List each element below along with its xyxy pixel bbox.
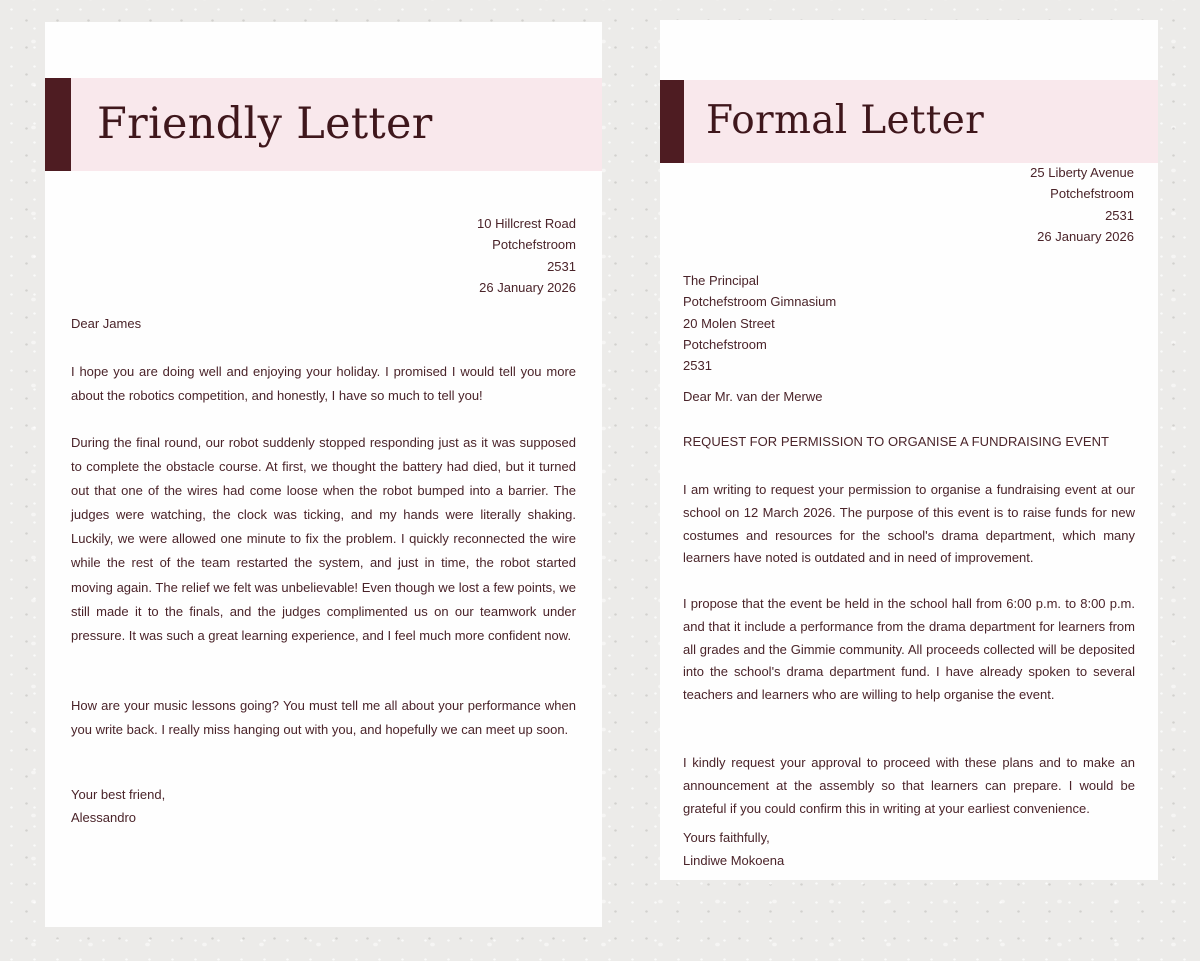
address-line: Potchefstroom <box>492 237 576 253</box>
body-paragraph: I kindly request your approval to proceed with these plans and to make an announcement at the assembly so that learners can prepare. I would be grateful if you could confirm this in writing at your earliest convenience. <box>683 755 1135 816</box>
address-line: 10 Hillcrest Road <box>477 216 576 231</box>
greeting: Dear Mr. van der Merwe <box>683 389 823 404</box>
friendly-letter-page <box>45 22 602 927</box>
closing: Yours faithfully, <box>683 830 770 845</box>
friendly-letter-heading: Friendly Letter <box>97 99 433 149</box>
signature: Alessandro <box>71 810 137 825</box>
body-paragraph: I hope you are doing well and enjoying your holiday. I promised I would tell you more about the robotics competition, and honestly, I have so much to tell you! <box>71 364 576 403</box>
letter-date: 26 January 2026 <box>1037 228 1134 244</box>
body-paragraph: During the final round, our robot suddenly stopped responding just as it was supposed to complete the obstacle course. At first, we thought the battery had died, but it turned out that one of the wires had come loose when the robot bumped into a barrier. The judges were watching, the clock was ticking, and my hands were literally shaking. Luckily, we were allowed one minute to fix the problem. I quickly reconnected the wire while the rest of the team restarted the system, and just in time, the robot started moving again. The relief we felt was unbelievable! Even though we lost a few points, we still made it to the finals, and the judges complimented us on our teamwork under pressure. It was such a great learning experience, and I feel much more confident now. <box>71 435 576 643</box>
subject-line: REQUEST FOR PERMISSION TO ORGANISE A FUNDRAISING EVENT <box>683 434 1109 449</box>
recipient-line: Potchefstroom Gimnasium <box>683 294 837 310</box>
address-line: 25 Liberty Avenue <box>1030 165 1134 180</box>
recipient-line: Potchefstroom <box>683 336 767 352</box>
recipient-line: 20 Molen Street <box>683 315 775 331</box>
greeting: Dear James <box>71 316 142 331</box>
formal-letter-banner <box>660 80 1158 163</box>
sender-address <box>1030 162 1134 247</box>
sender-address <box>477 213 576 298</box>
formal-letter-heading: Formal Letter <box>706 98 985 143</box>
address-line: Potchefstroom <box>1050 186 1134 202</box>
address-line: 2531 <box>547 258 576 274</box>
recipient-address <box>683 270 836 376</box>
recipient-line: The Principal <box>683 273 759 288</box>
closing: Your best friend, <box>71 787 166 802</box>
letter-date: 26 January 2026 <box>479 279 576 295</box>
friendly-letter-banner <box>45 78 602 171</box>
address-line: 2531 <box>1105 207 1134 223</box>
banner-accent-bar <box>660 80 684 163</box>
banner-accent-bar <box>45 78 71 171</box>
body-paragraph: I am writing to request your permission to organise a fundraising event at our school on 12 March 2026. The purpose of this event is to raise funds for new costumes and resources for the school's drama department, which many learners have noted is outdated and in need of improvement. <box>683 482 1135 566</box>
recipient-line: 2531 <box>683 358 712 374</box>
body-paragraph: How are your music lessons going? You must tell me all about your performance when you write back. I really miss hanging out with you, and hopefully we can meet up soon. <box>71 698 576 737</box>
signature: Lindiwe Mokoena <box>683 853 785 868</box>
body-paragraph: I propose that the event be held in the school hall from 6:00 p.m. to 8:00 p.m. and that it include a performance from the drama department for learners from all grades and the Gimmie community. All proceeds collected will be deposited into the school's drama department fund. I have already spoken to several teachers and learners who are willing to help organise the event. <box>683 596 1135 703</box>
formal-letter-page <box>660 20 1158 880</box>
